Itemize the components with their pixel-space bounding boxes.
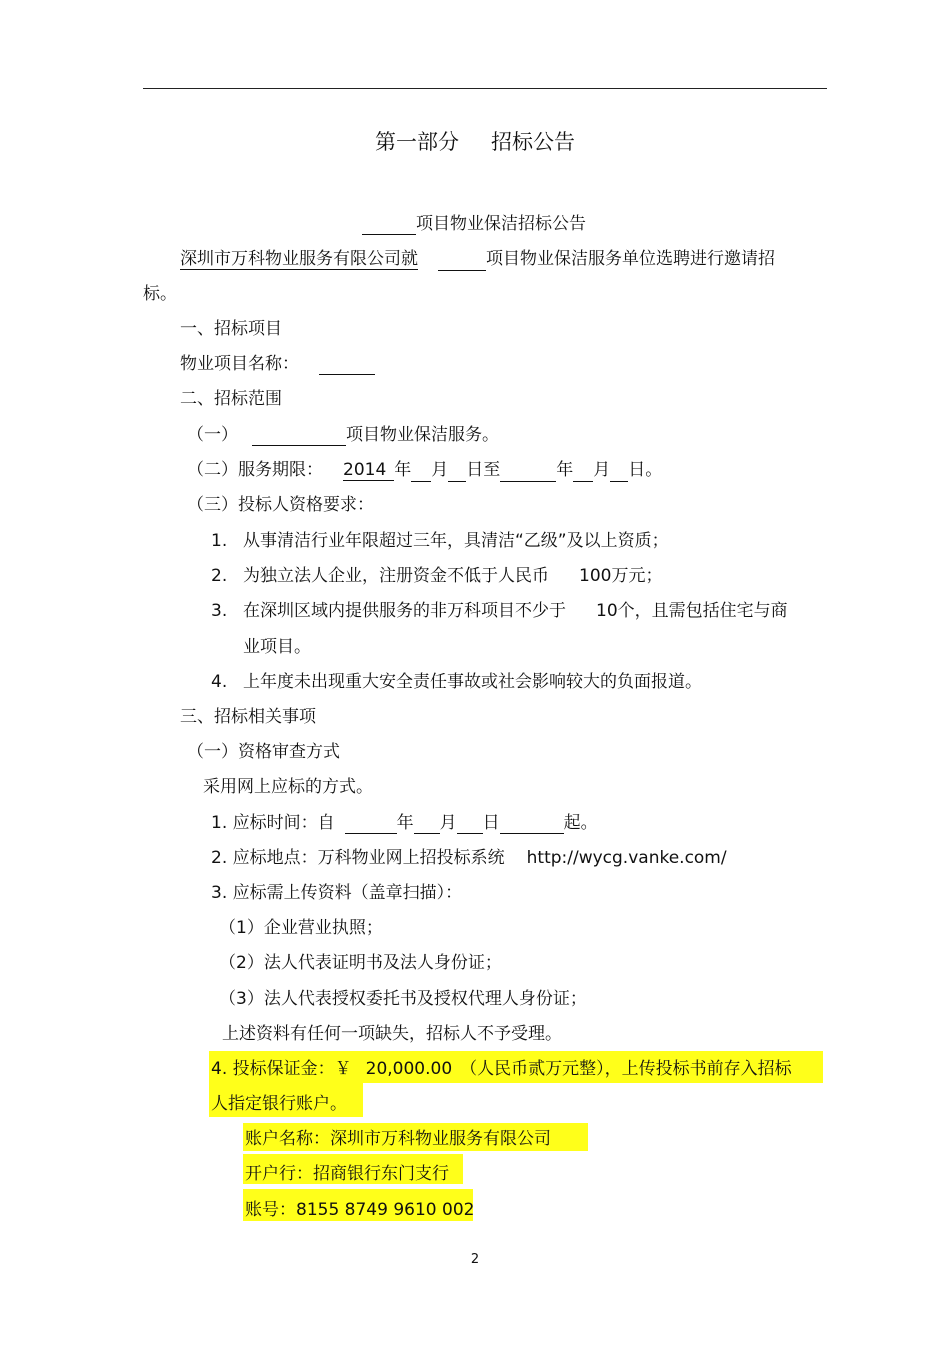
review-method: 采用网上应标的方式。 xyxy=(203,777,373,797)
period-year: 2014 xyxy=(343,460,394,481)
intro-text: 项目物业保洁服务单位选聘进行邀请招 xyxy=(486,249,775,269)
deposit-amount: 20,000.00 xyxy=(365,1059,453,1079)
company-name: 深圳市万科物业服务有限公司就 xyxy=(180,249,418,269)
scope-blank xyxy=(252,426,346,446)
section-3-heading: 三、招标相关事项 xyxy=(180,707,316,727)
project-name-line: 物业项目名称： xyxy=(180,353,375,375)
bid-place: 2. 应标地点：万科物业网上招投标系统 http://wycg.vanke.com/ xyxy=(211,848,727,868)
missing-materials-note: 上述资料有任何一项缺失，招标人不予受理。 xyxy=(222,1024,562,1044)
announcement-subtitle: 项目物业保洁招标公告 xyxy=(362,213,586,235)
account-number: 账号：8155 8749 9610 002 xyxy=(245,1200,475,1220)
project-name-field xyxy=(319,355,375,375)
requirement-wrap: 业项目。 xyxy=(243,637,311,657)
bid-system-url[interactable]: http://wycg.vanke.com/ xyxy=(526,848,727,868)
page-number: 2 xyxy=(470,1252,480,1267)
title-name: 招标公告 xyxy=(491,130,575,154)
service-period: （二）服务期限： 2014 年 月 日至 年 月 日。 xyxy=(187,460,663,480)
account-name: 账户名称：深圳市万科物业服务有限公司 xyxy=(245,1129,551,1149)
requirement-item: 4. 上年度未出现重大安全责任事故或社会影响较大的负面报道。 xyxy=(211,672,702,692)
upload-doc-item: （3）法人代表授权委托书及授权代理人身份证； xyxy=(219,989,587,1009)
header-rule xyxy=(143,88,827,89)
bank-branch: 开户行：招商银行东门支行 xyxy=(245,1164,449,1184)
page-title xyxy=(0,128,950,156)
deposit-wrap: 人指定银行账户。 xyxy=(211,1094,347,1114)
section-2-heading: 二、招标范围 xyxy=(180,389,282,409)
project-blank xyxy=(438,251,486,271)
review-method-heading: （一）资格审查方式 xyxy=(187,742,340,762)
upload-materials-heading: 3. 应标需上传资料（盖章扫描）： xyxy=(211,883,463,903)
intro-wrap: 标。 xyxy=(143,284,177,304)
requirement-item: 2. 为独立法人企业，注册资金不低于人民币 100万元； xyxy=(211,566,663,586)
upload-doc-item: （1）企业营业执照； xyxy=(219,918,383,938)
upload-doc-item: （2）法人代表证明书及法人身份证； xyxy=(219,953,502,973)
requirement-item: 1. 从事清洁行业年限超过三年，具清洁“乙级”及以上资质； xyxy=(211,531,669,551)
scope-item-1: （一） 项目物业保洁服务。 xyxy=(187,425,499,445)
section-1-heading: 一、招标项目 xyxy=(180,319,282,339)
deposit-line: 4. 投标保证金：￥ 20,000.00 （人民币贰万元整），上传投标书前存入招标 xyxy=(211,1059,792,1079)
bid-time: 1. 应标时间：自 年 月 日 起。 xyxy=(211,813,598,833)
title-part: 第一部分 xyxy=(375,130,459,154)
project-name-blank xyxy=(362,215,416,235)
intro-line xyxy=(180,248,775,271)
requirement-item: 3. 在深圳区域内提供服务的非万科项目不少于 10个，且需包括住宅与商 xyxy=(211,601,788,621)
qualification-heading: （三）投标人资格要求： xyxy=(187,495,374,515)
